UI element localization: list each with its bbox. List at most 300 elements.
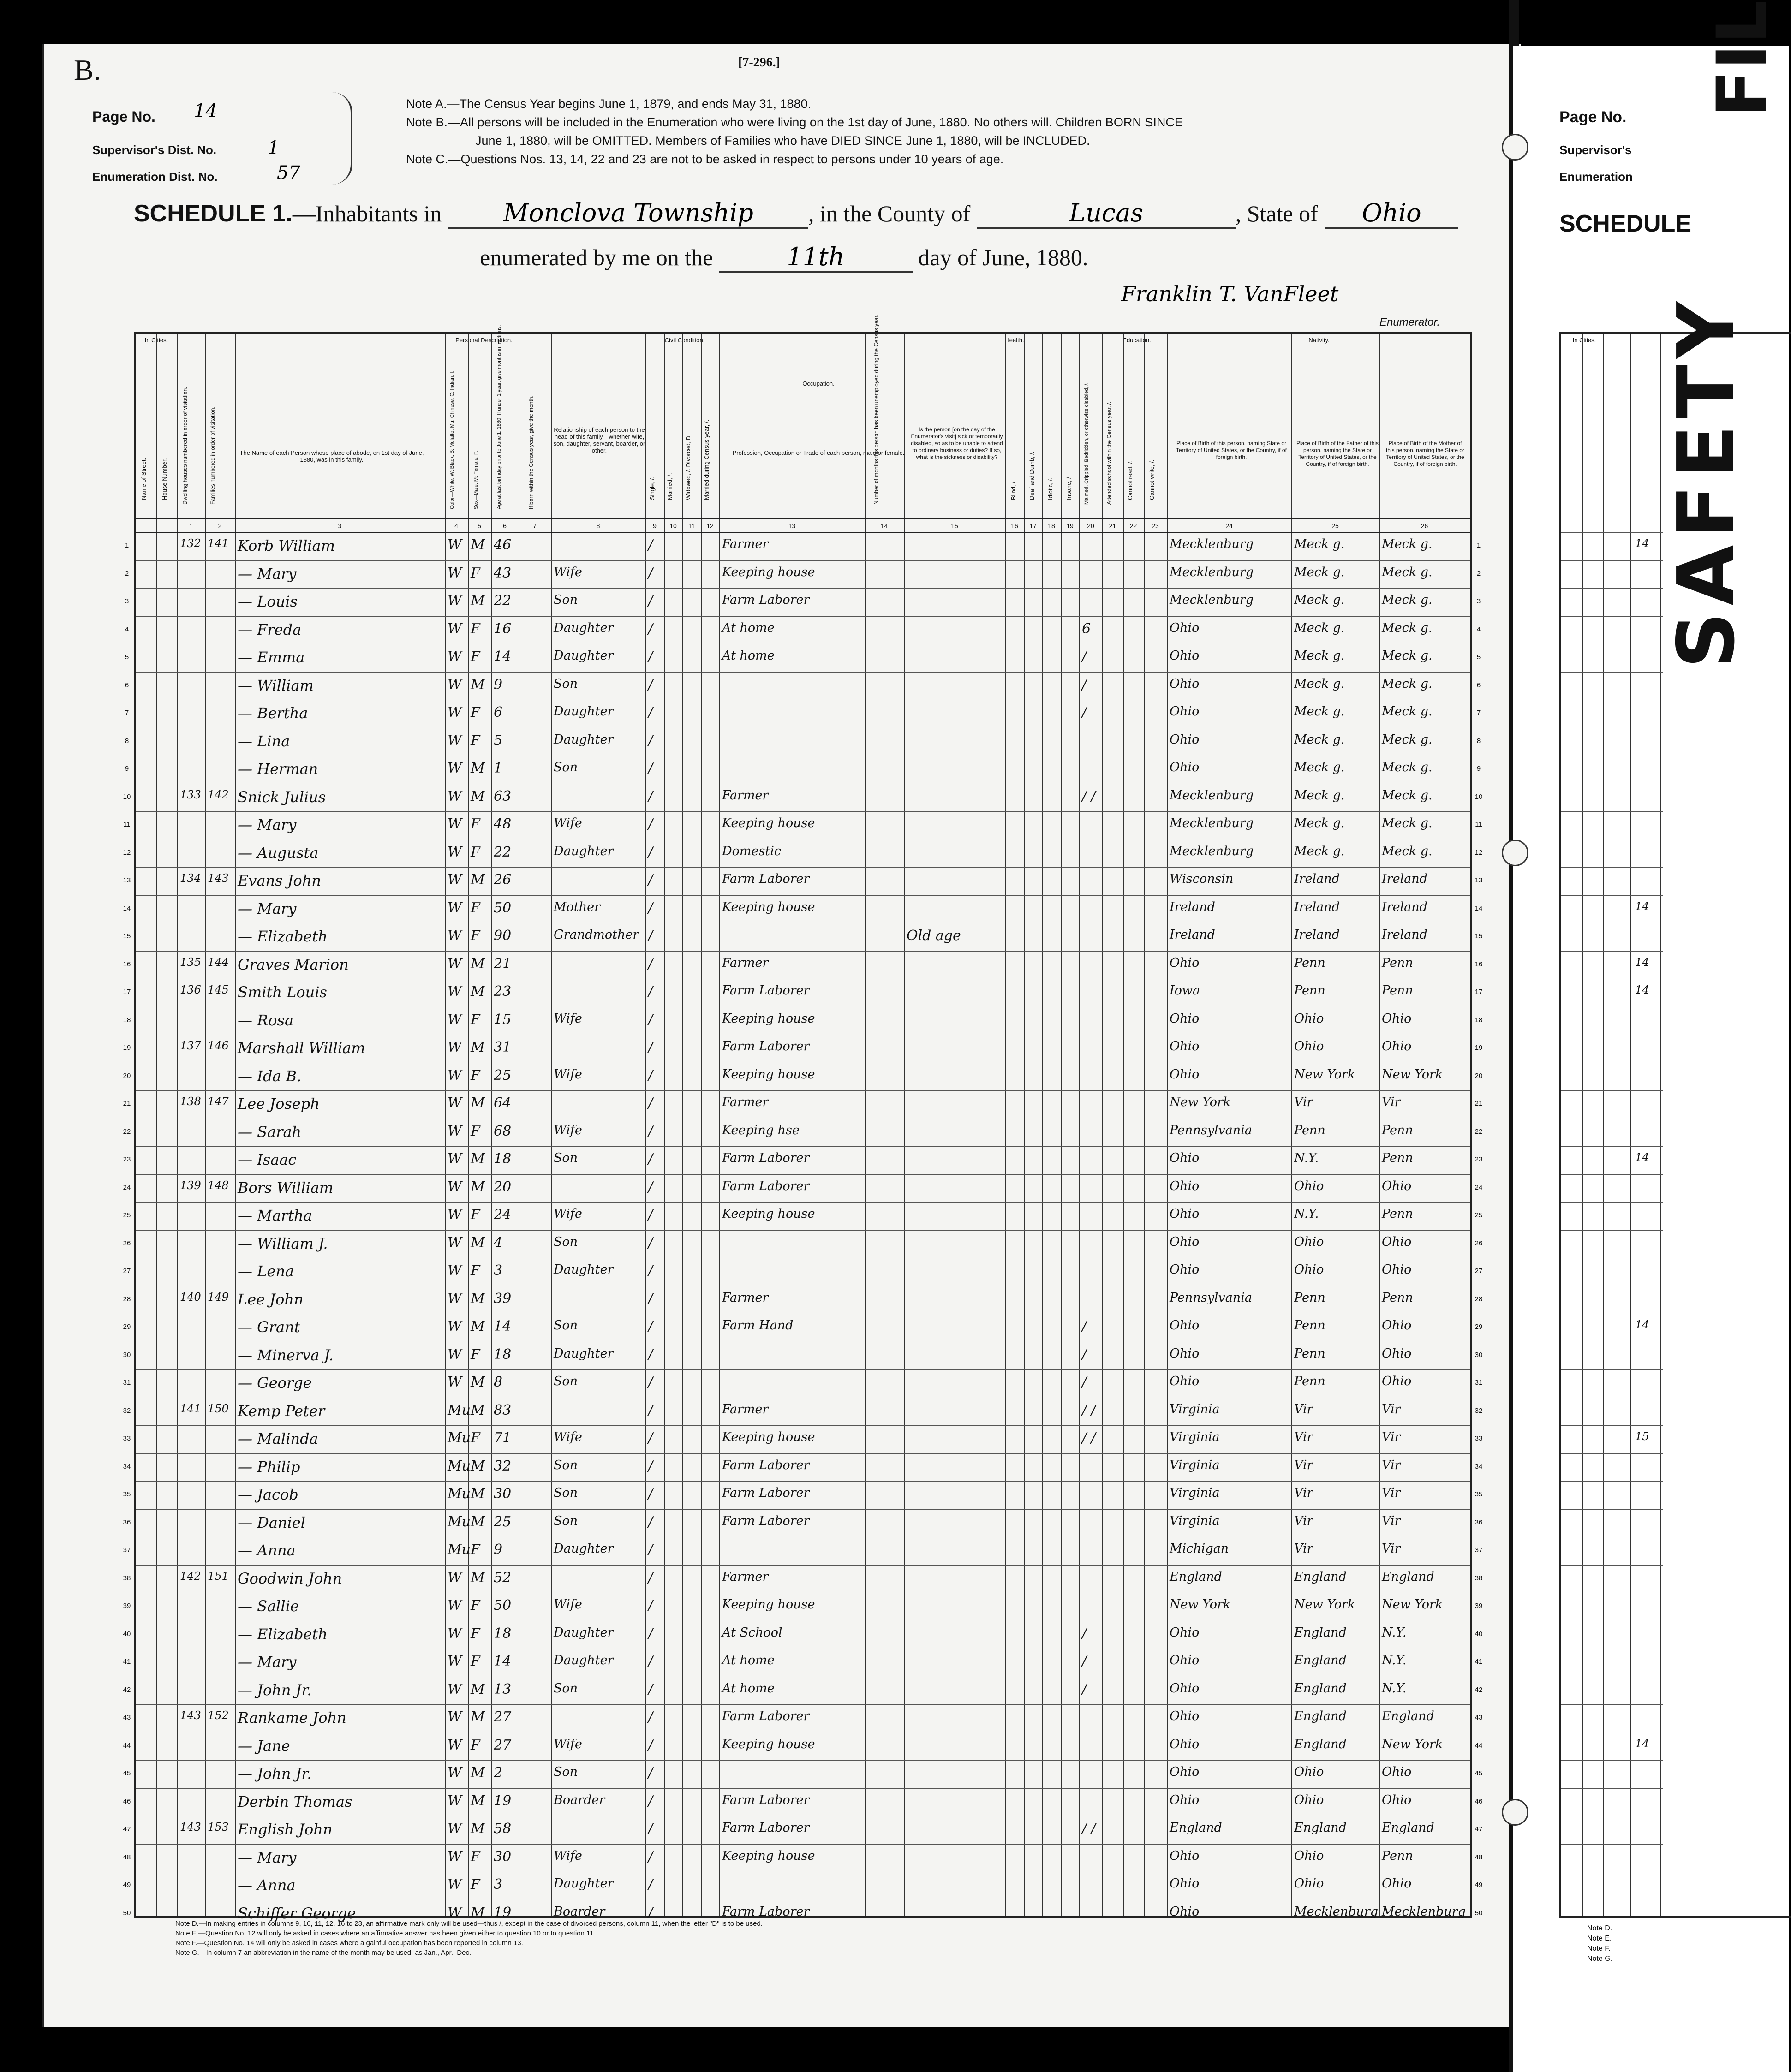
mother-birthplace-value: Ohio: [1382, 1876, 1412, 1891]
column-divider: [1291, 334, 1292, 1916]
birthplace-value: Virginia: [1170, 1402, 1220, 1417]
mother-birthplace-value: Meck g.: [1382, 620, 1433, 635]
row-number: 35: [123, 1490, 131, 1498]
next-column-divider: [1603, 334, 1604, 1916]
age-value: 13: [494, 1681, 512, 1697]
education-marks: /: [1082, 1318, 1087, 1334]
row-number: 21: [123, 1100, 131, 1107]
schedule-title: SCHEDULE 1.: [134, 200, 293, 227]
color-value: W: [448, 899, 462, 916]
civil-header: Civil Condition.: [664, 337, 705, 344]
relationship-value: Daughter: [554, 649, 614, 663]
age-value: 9: [494, 1542, 503, 1558]
row-number: 26: [123, 1239, 131, 1247]
health-header: Health.: [1005, 337, 1024, 344]
row-divider: [136, 672, 1470, 673]
color-value: W: [448, 1067, 462, 1084]
row-number: 47: [123, 1825, 131, 1833]
birthplace-value: Pennsylvania: [1170, 1123, 1252, 1137]
mother-birthplace-value: Meck g.: [1382, 732, 1433, 747]
row-divider: [136, 1509, 1470, 1510]
column-number: 7: [533, 522, 537, 530]
column-number: 4: [454, 522, 458, 530]
column-number: 1: [189, 522, 193, 530]
row-number: 23: [123, 1155, 131, 1163]
sex-value: M: [471, 1569, 485, 1586]
column-divider: [1144, 334, 1145, 1916]
mother-birthplace-value: Meck g.: [1382, 649, 1433, 663]
person-name: — Lena: [238, 1262, 294, 1280]
age-value: 1: [494, 760, 503, 776]
inhabitants-label: —Inhabitants in: [292, 201, 442, 226]
next-row-divider: [1561, 560, 1663, 561]
education-marks: /: [1082, 704, 1087, 720]
column-divider: [1379, 334, 1380, 1916]
civil-mark: /: [648, 1095, 653, 1111]
person-name: — Malinda: [238, 1430, 318, 1447]
civil-mark: /: [648, 1542, 653, 1558]
civil-mark: /: [648, 1876, 653, 1893]
enumeration-district-label: Enumeration Dist. No.: [92, 170, 218, 184]
civil-mark: /: [648, 1765, 653, 1781]
column-divider: [235, 334, 236, 1916]
color-value: W: [448, 1123, 462, 1139]
row-number: 31: [123, 1379, 131, 1387]
row-number: 20: [1475, 1072, 1483, 1080]
row-number: 5: [125, 653, 129, 661]
enumeration-day-suffix: day of June, 1880.: [918, 244, 1088, 270]
relationship-value: Wife: [554, 1067, 582, 1082]
birthplace-value: Pennsylvania: [1170, 1290, 1252, 1305]
mother-birthplace-value: Mecklenburg: [1382, 1904, 1466, 1919]
next-row-divider: [1561, 867, 1663, 868]
row-divider: [136, 951, 1470, 952]
row-number: 19: [123, 1044, 131, 1052]
color-value: W: [448, 620, 462, 637]
relationship-value: Daughter: [554, 1625, 614, 1640]
row-number: 25: [1475, 1211, 1483, 1219]
row-number: 17: [1475, 988, 1483, 996]
row-divider: [136, 1565, 1470, 1566]
age-value: 22: [494, 844, 512, 860]
sex-value: M: [471, 1039, 485, 1055]
row-number: 9: [125, 765, 129, 773]
age-value: 3: [494, 1262, 503, 1279]
row-number: 21: [1475, 1100, 1483, 1107]
enumeration-date-line: [480, 242, 1088, 273]
color-value: W: [448, 1821, 462, 1837]
occupation-value: Farm Laborer: [722, 1513, 810, 1528]
civil-mark: /: [648, 1653, 653, 1669]
note-b: Note B.—All persons will be included in the Enumeration who were living on the 1st day of June, 1880. No others will. Children BORN SINCE: [406, 115, 1183, 129]
row-divider: [136, 1425, 1470, 1426]
sex-value: F: [471, 704, 480, 720]
person-name: — Jane: [238, 1737, 290, 1755]
civil-mark: /: [648, 649, 653, 665]
next-in-cities-header: In Cities.: [1572, 337, 1596, 344]
column-divider: [177, 334, 178, 1916]
row-number: 42: [1475, 1685, 1483, 1694]
mother-birthplace-value: New York: [1382, 1067, 1443, 1082]
column-number: 20: [1087, 522, 1094, 530]
father-birthplace-value: Ohio: [1294, 1792, 1324, 1807]
row-divider: [136, 616, 1470, 617]
row-number: 23: [1475, 1155, 1483, 1163]
civil-mark: /: [648, 760, 653, 776]
education-marks: 6: [1082, 620, 1091, 637]
age-value: 30: [494, 1486, 512, 1502]
row-number: 13: [123, 876, 131, 884]
person-name: — Sallie: [238, 1597, 299, 1615]
father-birthplace-value: Meck g.: [1294, 620, 1345, 635]
person-name: Rankame John: [238, 1709, 346, 1727]
age-value: 19: [494, 1792, 512, 1809]
column-number: 23: [1152, 522, 1159, 530]
mother-birthplace-value: Meck g.: [1382, 593, 1433, 607]
mother-birthplace-value: Meck g.: [1382, 844, 1433, 858]
row-number: 38: [123, 1574, 131, 1582]
sickness-value: Old age: [907, 928, 961, 944]
father-birthplace-value: Meck g.: [1294, 565, 1345, 579]
row-number: 29: [123, 1323, 131, 1331]
row-number: 34: [123, 1462, 131, 1471]
mother-birthplace-value: Vir: [1382, 1095, 1401, 1109]
person-name: — Elizabeth: [238, 928, 328, 945]
header-brace: [332, 92, 352, 185]
birthplace-value: Ohio: [1170, 1876, 1200, 1891]
person-name: — Martha: [238, 1207, 312, 1224]
in-cities-header: In Cities.: [144, 337, 168, 344]
dwelling-number: 136: [180, 983, 201, 996]
birthplace-value: Wisconsin: [1170, 872, 1234, 886]
sex-value: F: [471, 1123, 480, 1139]
age-value: 68: [494, 1123, 512, 1139]
row-divider: [136, 811, 1470, 812]
occupation-value: Keeping house: [722, 899, 815, 914]
person-name: — Grant: [238, 1318, 300, 1336]
enumeration-day: 11th: [719, 242, 913, 273]
sex-value: F: [471, 1848, 480, 1865]
birthplace-value: England: [1170, 1569, 1222, 1584]
column-divider: [904, 334, 905, 1916]
civil-mark: /: [648, 1234, 653, 1251]
column-divider: [682, 334, 683, 1916]
row-number: 1: [125, 542, 129, 549]
color-value: W: [448, 1653, 462, 1669]
column-divider: [551, 334, 552, 1916]
next-row-divider: [1561, 1174, 1663, 1175]
mother-birthplace-value: Vir: [1382, 1458, 1401, 1472]
father-birthplace-value: Meck g.: [1294, 732, 1345, 747]
sex-value: F: [471, 1430, 480, 1446]
row-number: 32: [1475, 1406, 1483, 1415]
mother-birthplace-value: Vir: [1382, 1486, 1401, 1500]
row-number: 4: [1476, 625, 1481, 633]
footnote-d: Note D.—In making entries in columns 9, 10, 11, 12, 16 to 23, an affirmative mark only will be used—thus /, except in the case of divorced persons, column 11, when the letter "D" is to be used.: [175, 1920, 763, 1928]
row-number: 2: [1476, 569, 1481, 578]
dwelling-number: 137: [180, 1039, 201, 1052]
occupation-value: Farm Laborer: [722, 1458, 810, 1472]
education-marks: /: [1082, 1681, 1087, 1697]
age-value: 22: [494, 593, 512, 609]
row-number: 50: [1475, 1909, 1483, 1917]
sex-value: M: [471, 1290, 485, 1307]
age-value: 83: [494, 1402, 512, 1418]
civil-mark: /: [648, 1067, 653, 1084]
mother-birthplace-value: N.Y.: [1382, 1681, 1407, 1696]
birthplace-value: Ohio: [1170, 1346, 1200, 1361]
sex-value: F: [471, 1011, 480, 1028]
person-name: Schiffer George: [238, 1904, 356, 1922]
age-value: 46: [494, 537, 512, 553]
person-name: — George: [238, 1374, 312, 1392]
civil-mark: /: [648, 1123, 653, 1139]
nativity-header: Nativity.: [1308, 337, 1330, 344]
age-value: 24: [494, 1207, 512, 1223]
mother-birthplace-value: Meck g.: [1382, 788, 1433, 803]
birthplace-value: Ohio: [1170, 1207, 1200, 1221]
row-number: 44: [1475, 1741, 1483, 1750]
age-value: 3: [494, 1876, 503, 1893]
column-divider: [156, 334, 157, 1916]
person-name: — Lina: [238, 732, 290, 750]
relationship-value: Son: [554, 1318, 578, 1333]
occupation-value: At home: [722, 649, 775, 663]
person-name: Bors William: [238, 1179, 334, 1197]
civil-mark: /: [648, 955, 653, 972]
father-birthplace-value: Ohio: [1294, 1876, 1324, 1891]
relationship-value: Wife: [554, 1123, 582, 1137]
color-value: Mu: [448, 1402, 471, 1418]
relationship-value: Son: [554, 760, 578, 774]
column-number: 22: [1129, 522, 1137, 530]
row-number: 14: [1475, 904, 1483, 912]
dwelling-number: 139: [180, 1179, 201, 1192]
row-number: 31: [1475, 1379, 1483, 1387]
father-birthplace-value: Ohio: [1294, 1179, 1324, 1193]
row-number: 11: [123, 821, 131, 828]
row-number: 15: [123, 932, 131, 940]
row-number: 27: [123, 1267, 131, 1275]
civil-mark: /: [648, 872, 653, 888]
row-number: 14: [123, 904, 131, 912]
row-number: 8: [125, 737, 129, 745]
age-header: Age at last birthday prior to June 1, 1880. If under 1 year, give months in fractions.: [496, 325, 502, 509]
row-number: 35: [1475, 1490, 1483, 1498]
age-value: 16: [494, 620, 512, 637]
person-name: Kemp Peter: [238, 1402, 325, 1420]
row-number: 37: [1475, 1546, 1483, 1554]
relationship-value: Daughter: [554, 844, 614, 858]
person-name: — Isaac: [238, 1151, 297, 1168]
occupation-value: Farmer: [722, 1095, 769, 1109]
civil-mark: /: [648, 1346, 653, 1363]
color-value: W: [448, 1318, 462, 1334]
sex-value: F: [471, 844, 480, 860]
next-row-divider: [1561, 1844, 1663, 1845]
dwelling-number: 140: [180, 1290, 201, 1304]
color-value: Mu: [448, 1513, 471, 1530]
relationship-value: Wife: [554, 1848, 582, 1863]
color-value: W: [448, 1039, 462, 1055]
column-divider: [701, 334, 702, 1916]
civil-mark: /: [648, 1597, 653, 1614]
birthplace-value: Ohio: [1170, 760, 1200, 774]
row-number: 18: [123, 1016, 131, 1024]
person-name: — Mary: [238, 1653, 297, 1671]
mother-birthplace-value: Penn: [1382, 1151, 1413, 1165]
occupation-value: Farm Laborer: [722, 1904, 810, 1919]
occupation-value: Farm Laborer: [722, 983, 810, 998]
sex-value: F: [471, 899, 480, 916]
civil-mark: /: [648, 1848, 653, 1865]
civil-mark: /: [648, 1904, 653, 1921]
civil-mark: /: [648, 1402, 653, 1418]
father-birthplace-value: Meck g.: [1294, 788, 1345, 803]
column-number: 16: [1011, 522, 1018, 530]
person-name: Marshall William: [238, 1039, 365, 1057]
person-name: Smith Louis: [238, 983, 327, 1001]
sex-value: F: [471, 620, 480, 637]
sex-value: F: [471, 1625, 480, 1642]
column-number: 8: [596, 522, 600, 530]
row-divider: [136, 1453, 1470, 1454]
family-number: 151: [208, 1569, 229, 1583]
birthplace-value: Ohio: [1170, 1067, 1200, 1082]
civil-mark: /: [648, 1318, 653, 1334]
sex-value: M: [471, 593, 485, 609]
sex-value: M: [471, 1234, 485, 1251]
enumeration-district-value: 57: [277, 162, 300, 184]
header-divider: [136, 532, 1470, 533]
color-value: W: [448, 788, 462, 804]
father-birthplace-value: Penn: [1294, 983, 1325, 998]
father-birthplace-value: Penn: [1294, 1374, 1325, 1388]
column-number: 19: [1066, 522, 1074, 530]
person-name: — Freda: [238, 620, 302, 638]
mother-birthplace-value: Penn: [1382, 1207, 1413, 1221]
birthplace-value: Ohio: [1170, 1011, 1200, 1026]
county-label: , in the County of: [808, 201, 971, 226]
column-number: 24: [1225, 522, 1233, 530]
color-value: W: [448, 1792, 462, 1809]
column-number: 25: [1331, 522, 1339, 530]
person-name: — John Jr.: [238, 1681, 312, 1699]
row-number: 17: [123, 988, 131, 996]
next-row-divider: [1561, 1146, 1663, 1147]
birthplace-value: Mecklenburg: [1170, 816, 1254, 830]
birthplace-value: Ohio: [1170, 1234, 1200, 1249]
color-value: W: [448, 1876, 462, 1893]
father-birthplace-value: Mecklenburg: [1294, 1904, 1378, 1919]
page-number-value: 14: [194, 101, 217, 122]
occupation-value: Farm Laborer: [722, 872, 810, 886]
mother-birthplace-value: Meck g.: [1382, 565, 1433, 579]
row-divider: [136, 560, 1470, 561]
sex-value: F: [471, 1597, 480, 1614]
father-birthplace-value: Meck g.: [1294, 537, 1345, 551]
birthplace-value: Ohio: [1170, 1039, 1200, 1054]
next-row-divider: [1561, 1369, 1663, 1370]
next-note-e: Note E.: [1587, 1935, 1612, 1942]
relationship-value: Boarder: [554, 1792, 605, 1807]
father-birthplace-value: Penn: [1294, 1123, 1325, 1137]
occupation-value: Keeping house: [722, 565, 815, 579]
age-value: 21: [494, 955, 512, 972]
father-birthplace-value: Penn: [1294, 1346, 1325, 1361]
sex-value: M: [471, 676, 485, 693]
next-note-g: Note G.: [1587, 1955, 1613, 1963]
footnotes: [175, 1919, 1421, 1958]
form-number: [7-296.]: [738, 55, 780, 70]
occupation-value: Farmer: [722, 955, 769, 970]
relationship-value: Son: [554, 1765, 578, 1779]
mother-birthplace-value: Ohio: [1382, 1262, 1412, 1277]
relationship-value: Wife: [554, 1597, 582, 1612]
row-number: 36: [123, 1518, 131, 1526]
birthplace-value: Virginia: [1170, 1430, 1220, 1444]
civil-mark: /: [648, 1290, 653, 1307]
age-value: 63: [494, 788, 512, 804]
relationship-value: Son: [554, 1513, 578, 1528]
row-number: 43: [1475, 1714, 1483, 1721]
civil-mark: /: [648, 565, 653, 581]
occupation-value: Farmer: [722, 1290, 769, 1305]
father-birthplace-value: Meck g.: [1294, 816, 1345, 830]
age-value: 9: [494, 676, 503, 693]
film-text: FIL: [1702, 0, 1783, 117]
color-value: W: [448, 732, 462, 749]
footnote-e: Note E.—Question No. 12 will only be asked in cases where an affirmative answer has been given either to question 10 or to question 11.: [175, 1929, 596, 1937]
civil-mark: /: [648, 676, 653, 693]
color-value: W: [448, 1011, 462, 1028]
father-birthplace-value: England: [1294, 1821, 1347, 1835]
person-name: — Mary: [238, 1848, 297, 1866]
row-number: 46: [1475, 1797, 1483, 1805]
sex-value: M: [471, 1179, 485, 1195]
row-number: 33: [1475, 1435, 1483, 1442]
personal-header: Personal Description.: [455, 337, 513, 344]
family-number: 143: [208, 872, 229, 885]
age-value: 18: [494, 1625, 512, 1642]
mother-birthplace-value: Ohio: [1382, 1318, 1412, 1333]
header-divider: [136, 518, 1470, 519]
row-number: 37: [123, 1546, 131, 1554]
row-divider: [136, 895, 1470, 896]
next-note-f: Note F.: [1587, 1945, 1611, 1953]
row-number: 30: [1475, 1351, 1483, 1359]
relationship-value: Daughter: [554, 1542, 614, 1556]
person-name: — Elizabeth: [238, 1625, 328, 1643]
person-name: — Anna: [238, 1542, 296, 1559]
civil-mark: /: [648, 620, 653, 637]
occupation-value: Farm Laborer: [722, 1151, 810, 1165]
father-birthplace-value: Ohio: [1294, 1765, 1324, 1779]
age-value: 71: [494, 1430, 512, 1446]
age-value: 23: [494, 983, 512, 1000]
education-marks: /: [1082, 1625, 1087, 1642]
corner-mark: B.: [74, 54, 101, 86]
relationship-value: Daughter: [554, 732, 614, 747]
sex-value: M: [471, 760, 485, 776]
person-name: — Emma: [238, 649, 305, 666]
row-number: 28: [123, 1295, 131, 1303]
father-birthplace-value: England: [1294, 1625, 1347, 1640]
township-value: Monclova Township: [448, 198, 808, 229]
father-birthplace-value: Ohio: [1294, 1011, 1324, 1026]
page-number-label: Page No.: [92, 108, 155, 125]
relationship-value: Mother: [554, 899, 601, 914]
